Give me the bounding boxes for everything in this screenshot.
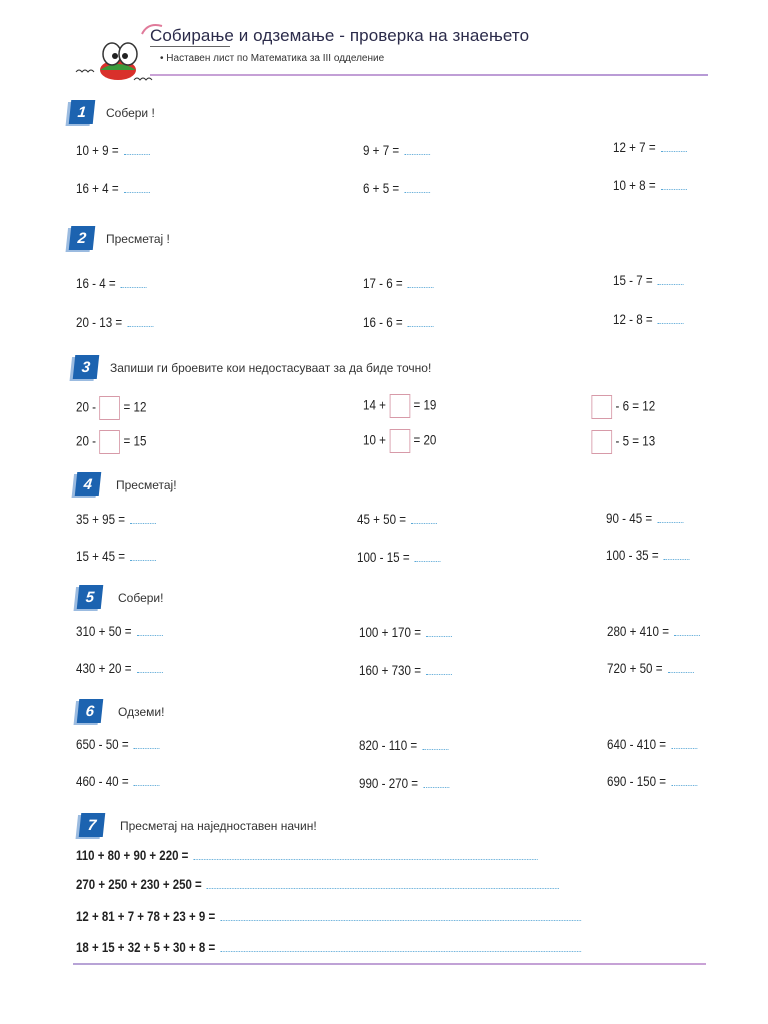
exercise-6-1 <box>76 737 160 752</box>
equation-text: 17 - 6 = <box>363 276 403 291</box>
equation-text: 10 + 8 = <box>613 178 656 193</box>
equation-text: 280 + 410 = <box>607 624 669 639</box>
exercise-5-6 <box>607 661 693 676</box>
footer-rule <box>73 963 706 965</box>
answer-blank[interactable] <box>220 941 581 952</box>
exercise-1-2 <box>363 143 430 158</box>
answer-blank[interactable] <box>415 551 441 562</box>
exercise-1-1 <box>76 143 150 158</box>
equation-text: 100 - 35 = <box>606 548 659 563</box>
answer-blank[interactable] <box>664 549 690 560</box>
equation-left: 20 - <box>76 433 97 449</box>
section-2-badge: 2 <box>69 226 96 250</box>
exercise-6-6 <box>607 774 697 789</box>
equation-text: 990 - 270 = <box>359 776 419 791</box>
exercise-3-3 <box>588 395 655 419</box>
exercise-7-4 <box>76 939 581 955</box>
equation-text: 6 + 5 = <box>363 181 400 196</box>
exercise-5-4 <box>76 661 162 676</box>
answer-blank[interactable] <box>408 316 434 327</box>
equation-text: 15 - 7 = <box>613 273 653 288</box>
exercise-7-1 <box>76 847 538 863</box>
equation-text: 100 - 15 = <box>357 550 410 565</box>
missing-number-box[interactable] <box>591 430 612 454</box>
exercise-4-5 <box>357 550 441 565</box>
section-5-badge: 5 <box>77 585 104 609</box>
answer-blank[interactable] <box>130 550 156 561</box>
missing-number-box[interactable] <box>99 396 120 420</box>
section-4-badge: 4 <box>75 472 102 496</box>
answer-blank[interactable] <box>674 625 700 636</box>
exercise-4-4 <box>76 549 156 564</box>
equation-text: 110 + 80 + 90 + 220 = <box>76 847 189 863</box>
missing-number-box[interactable] <box>389 394 410 418</box>
answer-blank[interactable] <box>668 662 694 673</box>
page-subtitle: • Наставен лист по Математика за III одделение <box>160 53 385 64</box>
missing-number-box[interactable] <box>389 429 410 453</box>
exercise-6-2 <box>359 738 448 753</box>
equation-text: 460 - 40 = <box>76 774 129 789</box>
answer-blank[interactable] <box>137 662 163 673</box>
answer-blank[interactable] <box>658 274 684 285</box>
exercise-1-5 <box>363 181 430 196</box>
answer-blank[interactable] <box>658 313 684 324</box>
equation-right: - 6 = 12 <box>615 398 656 414</box>
equation-text: 90 - 45 = <box>606 511 653 526</box>
equation-text: 15 + 45 = <box>76 549 126 564</box>
exercise-2-1 <box>76 276 147 291</box>
section-3-badge: 3 <box>73 355 100 379</box>
answer-blank[interactable] <box>408 277 434 288</box>
section-6-badge: 6 <box>77 699 104 723</box>
header-rule <box>150 74 708 76</box>
answer-blank[interactable] <box>661 179 687 190</box>
equation-right: = 15 <box>123 433 147 449</box>
section-4-title: Пресметај! <box>116 478 177 492</box>
answer-blank[interactable] <box>124 144 150 155</box>
exercise-1-4 <box>76 181 150 196</box>
answer-blank[interactable] <box>404 182 430 193</box>
exercise-3-4 <box>76 430 146 454</box>
equation-text: 100 + 170 = <box>359 625 421 640</box>
equation-text: 45 + 50 = <box>357 512 407 527</box>
equation-text: 650 - 50 = <box>76 737 129 752</box>
equation-text: 16 - 4 = <box>76 276 116 291</box>
equation-text: 16 - 6 = <box>363 315 403 330</box>
exercise-6-3 <box>607 737 697 752</box>
exercise-3-5 <box>363 429 436 453</box>
exercise-3-6 <box>588 430 655 454</box>
exercise-4-3 <box>606 511 683 526</box>
exercise-6-5 <box>359 776 449 791</box>
section-2-title: Пресметај ! <box>106 232 170 246</box>
answer-blank[interactable] <box>404 144 430 155</box>
equation-left: 10 + <box>363 432 386 448</box>
exercise-4-1 <box>76 512 156 527</box>
equation-text: 20 - 13 = <box>76 315 123 330</box>
section-3-title: Запиши ги броевите кои недостасуваат за да биде точно! <box>110 361 432 375</box>
section-1-badge: 1 <box>69 100 96 124</box>
equation-text: 10 + 9 = <box>76 143 119 158</box>
equation-text: 12 + 7 = <box>613 140 656 155</box>
section-1-title: Собери ! <box>106 106 155 120</box>
exercise-2-2 <box>363 276 434 291</box>
exercise-5-5 <box>359 663 452 678</box>
equation-text: 160 + 730 = <box>359 663 421 678</box>
title-underline <box>150 46 230 47</box>
exercise-2-3 <box>613 273 684 288</box>
equation-left: 20 - <box>76 399 97 415</box>
answer-blank[interactable] <box>134 775 160 786</box>
equation-text: 270 + 250 + 230 + 250 = <box>76 876 202 892</box>
equation-text: 16 + 4 = <box>76 181 119 196</box>
exercise-4-6 <box>606 548 690 563</box>
exercise-3-2 <box>363 394 436 418</box>
equation-text: 310 + 50 = <box>76 624 132 639</box>
exercise-6-4 <box>76 774 160 789</box>
equation-text: 720 + 50 = <box>607 661 663 676</box>
answer-blank[interactable] <box>657 512 683 523</box>
answer-blank[interactable] <box>422 739 448 750</box>
equation-text: 9 + 7 = <box>363 143 400 158</box>
equation-right: = 19 <box>413 397 437 413</box>
equation-text: 690 - 150 = <box>607 774 667 789</box>
equation-text: 18 + 15 + 32 + 5 + 30 + 8 = <box>76 939 216 955</box>
equation-right: = 20 <box>413 432 437 448</box>
equation-text: 12 - 8 = <box>613 312 653 327</box>
exercise-2-6 <box>613 312 684 327</box>
answer-blank[interactable] <box>134 738 160 749</box>
page-title: Собирање и одземање - проверка на знаењето <box>150 26 530 45</box>
answer-blank[interactable] <box>426 626 452 637</box>
exercise-1-3 <box>613 140 687 155</box>
section-7-title: Пресметај на наједноставен начин! <box>120 819 317 833</box>
answer-blank[interactable] <box>426 664 452 675</box>
answer-blank[interactable] <box>671 738 697 749</box>
section-6-title: Одземи! <box>118 705 165 719</box>
equation-text: 640 - 410 = <box>607 737 667 752</box>
answer-blank[interactable] <box>124 182 150 193</box>
answer-blank[interactable] <box>193 849 537 860</box>
answer-blank[interactable] <box>220 910 581 921</box>
exercise-7-2 <box>76 876 559 892</box>
equation-text: 12 + 81 + 7 + 78 + 23 + 9 = <box>76 908 216 924</box>
answer-blank[interactable] <box>207 878 560 889</box>
exercise-4-2 <box>357 512 437 527</box>
equation-right: = 12 <box>123 399 147 415</box>
answer-blank[interactable] <box>137 625 163 636</box>
answer-blank[interactable] <box>127 316 153 327</box>
exercise-3-1 <box>76 396 146 420</box>
missing-number-box[interactable] <box>99 430 120 454</box>
exercise-2-4 <box>76 315 153 330</box>
exercise-2-5 <box>363 315 434 330</box>
exercise-7-3 <box>76 908 581 924</box>
equation-left: 14 + <box>363 397 386 413</box>
section-7-badge: 7 <box>79 813 106 837</box>
exercise-5-1 <box>76 624 162 639</box>
answer-blank[interactable] <box>671 775 697 786</box>
answer-blank[interactable] <box>130 513 156 524</box>
answer-blank[interactable] <box>661 141 687 152</box>
equation-text: 35 + 95 = <box>76 512 126 527</box>
exercise-5-2 <box>359 625 452 640</box>
equation-right: - 5 = 13 <box>615 433 656 449</box>
missing-number-box[interactable] <box>591 395 612 419</box>
equation-text: 430 + 20 = <box>76 661 132 676</box>
answer-blank[interactable] <box>121 277 147 288</box>
equation-text: 820 - 110 = <box>359 738 418 753</box>
exercise-5-3 <box>607 624 700 639</box>
answer-blank[interactable] <box>423 777 449 788</box>
answer-blank[interactable] <box>411 513 437 524</box>
section-5-title: Собери! <box>118 591 164 605</box>
exercise-1-6 <box>613 178 687 193</box>
